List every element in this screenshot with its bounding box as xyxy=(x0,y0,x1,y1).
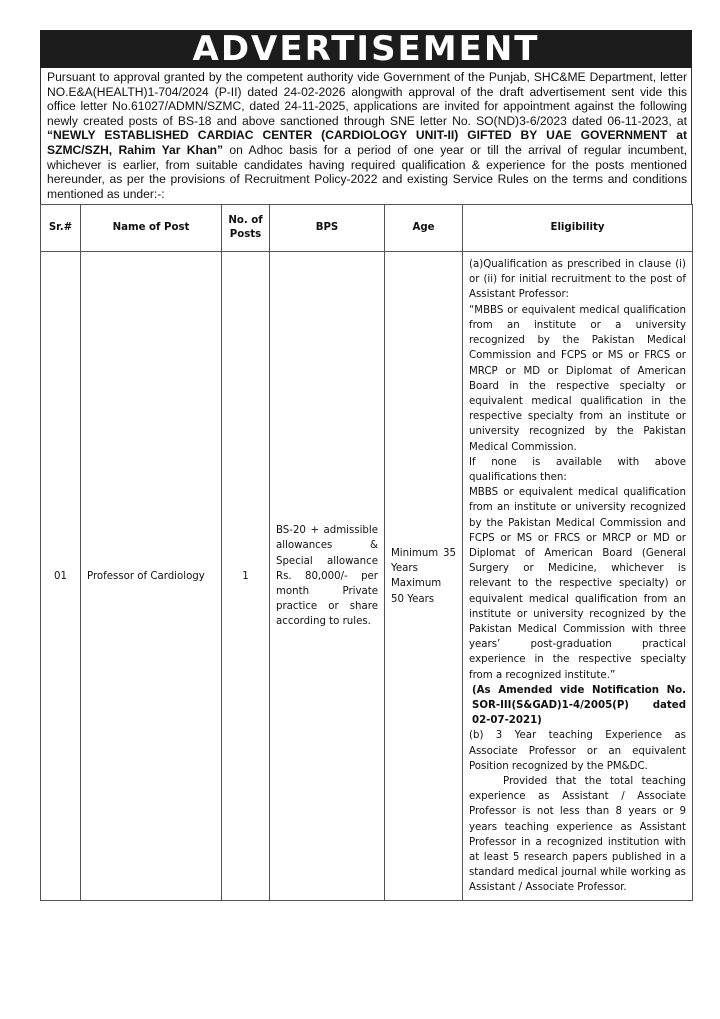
header-name-of-post: Name of Post xyxy=(81,205,222,252)
eligibility-clause-a: (a)Qualification as prescribed in clause (i) or (ii) for initial recruitment to the post of Assistant Professor: xyxy=(469,259,686,301)
cell-age: Minimum 35 Years Maximum 50 Years xyxy=(385,252,463,901)
intro-text-bold: “NEWLY ESTABLISHED CARDIAC CENTER (CARDIOLOGY UNIT-II) GIFTED BY UAE GOVERNMENT at SZMC/SZH, Rahim Yar Khan” xyxy=(47,128,687,157)
header-sr: Sr.# xyxy=(41,205,81,252)
intro-text-part1: Pursuant to approval granted by the competent authority vide Government of the Punjab, SHC&ME Department, letter NO.E&A(HEALTH)1-704/2024 (P-II) dated 24-02-2026 alongwith approval of the draft advertisement sent vide this office letter No.61027/ADMN/SZMC, dated 24-11-2025, applications are invited for appointment against the following newly created posts of BS-18 and above sanctioned through SNE letter No. SO(ND)3-6/2023 dated 06-11-2023, at xyxy=(47,70,687,128)
table-row xyxy=(41,252,693,901)
advertisement-banner: ADVERTISEMENT xyxy=(40,30,692,68)
eligibility-amendment-note: (As Amended vide Notification No. SOR-III(S&GAD)1-4/2005(P) dated 02-07-2021) xyxy=(472,684,686,727)
header-bps: BPS xyxy=(270,205,385,252)
header-eligibility: Eligibility xyxy=(463,205,693,252)
header-age: Age xyxy=(385,205,463,252)
table-header-row xyxy=(41,205,693,252)
intro-paragraph xyxy=(40,68,692,204)
posts-table xyxy=(40,204,693,901)
eligibility-qualification-2: MBBS or equivalent medical qualification from an institute or university recognized by the Pakistan Medical Commission and FCPS or MS or FRCS or MRCP or MD or Diplomat of American Board (General Surgery or Medicine, whichever is relevant to the respective specialty) or equivalent medical qualification from an institute or university recognized by the Pakistan Medical Commission with three years’ post-graduation practical experience in the respective specialty from a recognized institute.” xyxy=(469,487,686,681)
cell-eligibility xyxy=(463,252,693,901)
eligibility-fallback-intro: If none is available with above qualifications then: xyxy=(469,456,686,483)
header-no-of-posts: No. of Posts xyxy=(222,205,270,252)
cell-bps: BS-20 + admissible allowances & Special allowance Rs. 80,000/- per month Private practice or share according to rules. xyxy=(270,252,385,901)
eligibility-qualification-1: “MBBS or equivalent medical qualification from an institute or a university recognized by the Pakistan Medical Commission and FCPS or MS or FRCS or MRCP or MD or Diplomat of American Board in the respective specialty or equivalent medical qualification in the respective specialty from an institute or university recognized by the Pakistan Medical Commission. xyxy=(469,304,686,453)
eligibility-clause-b: (b) 3 Year teaching Experience as Associate Professor or an equivalent Position recognized by the PM&DC. xyxy=(469,730,686,772)
cell-no-of-posts: 1 xyxy=(222,252,270,901)
intro-text-part2: on Adhoc basis for a period of one year or till the arrival of regular incumbent, whichever is earlier, from suitable candidates having required qualification & experience for the posts mentioned hereunder, as per the provisions of Recruitment Policy-2022 and existing Service Rules on the terms and conditions mentioned as under:-: xyxy=(47,142,687,201)
advertisement-page xyxy=(40,30,692,901)
eligibility-proviso: Provided that the total teaching experience as Assistant / Associate Professor is not less than 8 years or 9 years teaching experience as Assistant Professor in a recognized institution with at least 5 research papers published in a standard medical journal while working as Assistant / Associate Professor. xyxy=(469,775,686,894)
cell-post-name: Professor of Cardiology xyxy=(81,252,222,901)
cell-sr: 01 xyxy=(41,252,81,901)
